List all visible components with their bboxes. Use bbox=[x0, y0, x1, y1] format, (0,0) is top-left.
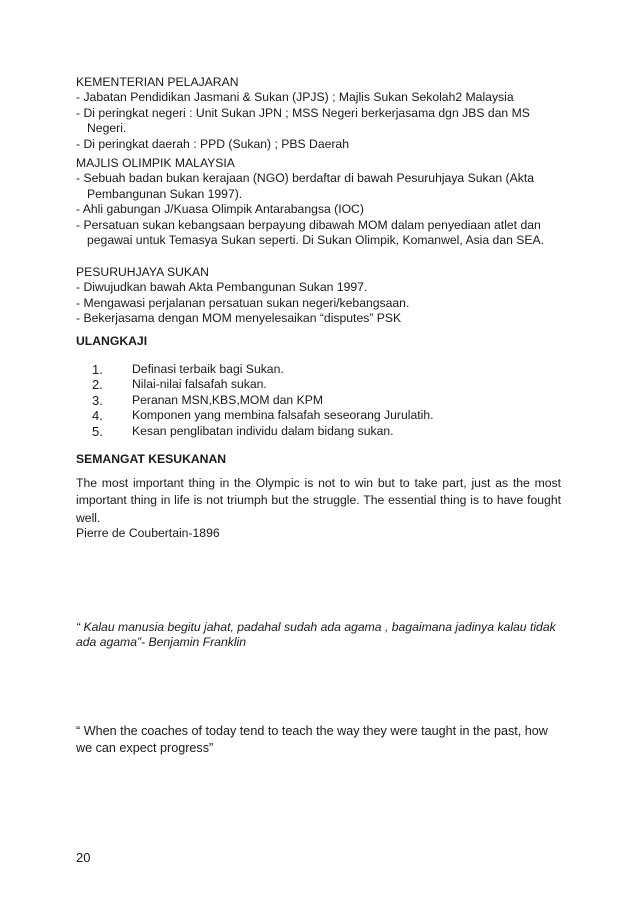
section-kementerian bbox=[76, 75, 566, 152]
bullet-line: - Jabatan Pendidikan Jasmani & Sukan (JPJS) ; Majlis Sukan Sekolah2 Malaysia bbox=[76, 90, 514, 105]
bullet-line: - Di peringkat daerah : PPD (Sukan) ; PBS Daerah bbox=[76, 136, 349, 151]
list-item bbox=[92, 424, 434, 439]
bullet-line-continuation: Pembangunan Sukan 1997). bbox=[87, 186, 243, 201]
bullet-line: - Diwujudkan bawah Akta Pembangunan Sukan 1997. bbox=[76, 280, 368, 295]
list-number: 4. bbox=[92, 408, 103, 424]
olympic-quote: The most important thing in the Olympic is not to win but to take part, just as the most important thing in life is not triumph but the struggle. The essential thing is to have fought well. bbox=[76, 476, 561, 525]
section-title: MAJLIS OLIMPIK MALAYSIA bbox=[76, 156, 235, 170]
coaches-quote: “ When the coaches of today tend to teach the way they were taught in the past, how we can expect progress” bbox=[76, 724, 548, 755]
list-item bbox=[92, 362, 434, 377]
quote-author: Pierre de Coubertain-1896 bbox=[76, 526, 220, 540]
section-title: PESURUHJAYA SUKAN bbox=[76, 265, 209, 279]
list-number: 1. bbox=[92, 362, 103, 377]
list-item bbox=[92, 377, 434, 392]
section-mom bbox=[76, 156, 566, 248]
bullet-line: - Persatuan sukan kebangsaan berpayung dibawah MOM dalam penyediaan atlet dan bbox=[76, 217, 541, 232]
ulangkaji-heading: ULANGKAJI bbox=[76, 334, 148, 348]
franklin-quote bbox=[76, 620, 566, 651]
list-number: 5. bbox=[92, 423, 103, 439]
list-text: Nilai-nilai falsafah sukan. bbox=[132, 377, 267, 392]
bullet-line-continuation: Negeri. bbox=[87, 121, 127, 136]
bullet-line-continuation: pegawai untuk Temasya Sukan seperti. Di Sukan Olimpik, Komanwel, Asia dan SEA. bbox=[87, 233, 545, 248]
list-text: Peranan MSN,KBS,MOM dan KPM bbox=[132, 392, 324, 407]
list-item bbox=[92, 408, 434, 423]
ulangkaji-list bbox=[92, 362, 434, 439]
list-text: Definasi terbaik bagi Sukan. bbox=[132, 362, 284, 376]
bullet-line: - Mengawasi perjalanan persatuan sukan negeri/kebangsaan. bbox=[76, 295, 410, 310]
bullet-line: - Bekerjasama dengan MOM menyelesaikan “disputes” PSK bbox=[76, 311, 402, 326]
section-pesuruhjaya bbox=[76, 265, 566, 327]
franklin-quote-line: “ Kalau manusia begitu jahat, padahal sudah ada agama , bagaimana jadinya kalau tidak bbox=[76, 620, 556, 634]
list-number: 3. bbox=[92, 392, 103, 408]
list-text: Kesan penglibatan individu dalam bidang sukan. bbox=[132, 423, 394, 438]
semangat-heading: SEMANGAT KESUKANAN bbox=[76, 452, 227, 466]
list-number: 2. bbox=[92, 377, 103, 393]
page-number: 20 bbox=[76, 850, 91, 865]
bullet-line: - Sebuah badan bukan kerajaan (NGO) berdaftar di bawah Pesuruhjaya Sukan (Akta bbox=[76, 171, 534, 186]
franklin-quote-line: ada agama”- Benjamin Franklin bbox=[76, 635, 247, 650]
list-text: Komponen yang membina falsafah seseorang Jurulatih. bbox=[132, 408, 434, 423]
section-title: KEMENTERIAN PELAJARAN bbox=[76, 75, 239, 89]
bullet-line: - Ahli gabungan J/Kuasa Olimpik Antarabangsa (IOC) bbox=[76, 202, 364, 217]
list-item bbox=[92, 393, 434, 408]
bullet-line: - Di peringkat negeri : Unit Sukan JPN ; MSS Negeri berkerjasama dgn JBS dan MS bbox=[76, 105, 530, 120]
